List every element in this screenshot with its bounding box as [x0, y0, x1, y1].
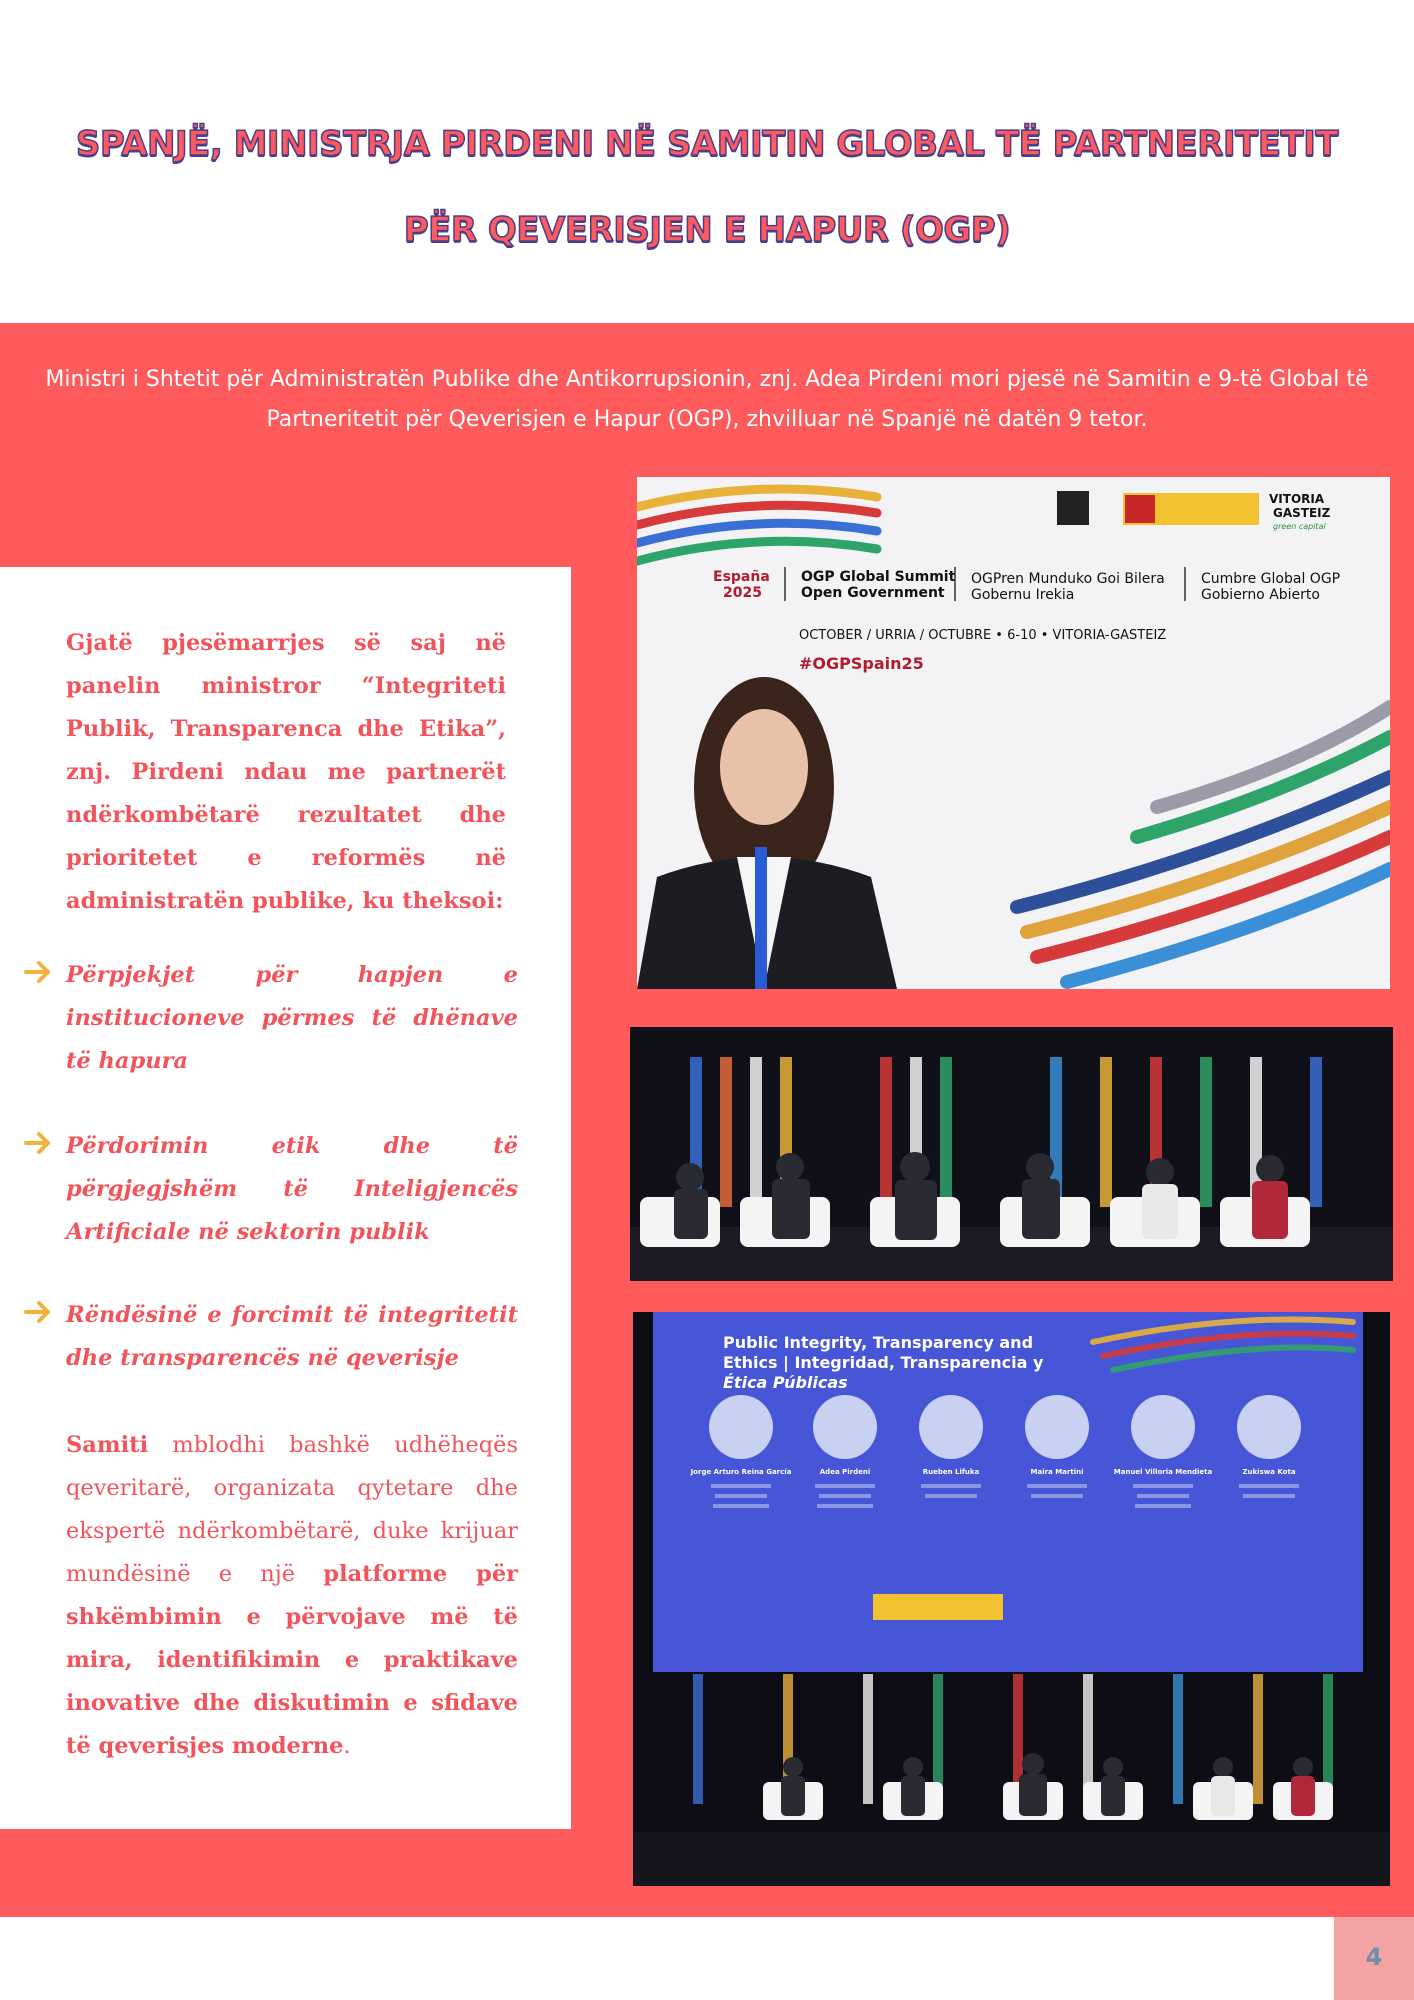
panel-stage-photo [630, 1027, 1393, 1281]
speaker-name: Manuel Villoria Mendieta [1113, 1468, 1213, 1476]
screen-title-2: Ethics | Integridad, Transparencia y [723, 1353, 1044, 1372]
summit-en-2: Open Government [801, 585, 945, 601]
summit-eu-1: OGPren Munduko Goi Bilera [971, 571, 1165, 587]
paragraph-lead: Samiti [66, 1432, 149, 1458]
footer-website-link[interactable]: www.dap.gov.al [596, 1934, 866, 1969]
summit-en-1: OGP Global Summit [801, 569, 956, 585]
speaker-name: Rueben Lifuka [922, 1468, 980, 1476]
summit-es-1: Cumbre Global OGP [1201, 571, 1341, 587]
bullet-text: Përdorimin etik dhe të përgjegjshëm të Inteligjencës Artificiale në sektorin publik [66, 1133, 518, 1245]
arrow-right-icon [22, 1296, 54, 1328]
green-capital-text: green capital [1273, 522, 1326, 531]
summit-eu-2: Gobernu Irekia [971, 587, 1075, 603]
page-number: 4 [1365, 1943, 1383, 1971]
paragraph-end: . [343, 1733, 351, 1759]
speaker-name: Maira Martini [1030, 1468, 1084, 1476]
page-title-line-1: SPANJË, MINISTRJA PIRDENI NË SAMITIN GLOBAL TË PARTNERITETIT [75, 124, 1339, 164]
screen-title-1: Public Integrity, Transparency and [723, 1333, 1034, 1352]
body-paragraph-2 [66, 1424, 518, 1768]
espana-text: España [713, 569, 770, 585]
speaker-name: Jorge Arturo Reina García [690, 1468, 792, 1476]
dates-text: OCTOBER / URRIA / OCTUBRE • 6-10 • VITORIA-GASTEIZ [799, 628, 1167, 643]
paragraph-middle: mblodhi bashkë udhëheqës qeveritarë, organizata qytetare dhe ekspertë ndërkombëtarë, duke krijuar mundësinë e një [66, 1432, 518, 1587]
title-section [0, 0, 1414, 323]
arrow-right-icon [22, 956, 54, 988]
speaker-name: Adea Pirdeni [819, 1468, 871, 1476]
bullet-text: Rëndësinë e forcimit të integritetit dhe transparencës në qeverisje [66, 1302, 518, 1371]
vitoria-line-2: GASTEIZ [1273, 506, 1331, 520]
panel-screen-photo [633, 1312, 1390, 1886]
page-number-box [1334, 1917, 1414, 2000]
screen-title-3: Ética Públicas [723, 1373, 848, 1392]
summit-es-2: Gobierno Abierto [1201, 587, 1320, 603]
arrow-right-icon [22, 1127, 54, 1159]
hashtag-text: #OGPSpain25 [799, 654, 924, 673]
speaker-name: Zukiswa Kota [1242, 1468, 1296, 1476]
paragraph-bold: platforme për shkëmbimin e përvojave më të mira, identifikimin e praktikave inovative dhe diskutimin e sfidave të qeverisjes moderne [66, 1561, 518, 1759]
page-title-line-2: PËR QEVERISJEN E HAPUR (OGP) [403, 210, 1011, 250]
vitoria-line-1: VITORIA [1269, 492, 1325, 506]
intro-paragraph: Ministri i Shtetit për Administratën Publike dhe Antikorrupsionin, znj. Adea Pirdeni mori pjesë në Samitin e 9-të Global të Partneritetit për Qeverisjen e Hapur (OGP), zhvilluar në Spanjë në datën 9 tetor. [45, 367, 1369, 432]
body-paragraph-1: Gjatë pjesëmarrjes së saj në panelin ministror “Integriteti Publik, Transparenca dhe Etika”, znj. Pirdeni ndau me partnerët ndërkombëtarë rezultatet dhe prioritetet e reformës në administratën publike, ku theksoi: [66, 630, 506, 914]
year-text: 2025 [723, 585, 762, 601]
summit-portrait-photo [637, 477, 1390, 989]
bullet-text: Përpjekjet për hapjen e institucioneve përmes të dhënave të hapura [66, 962, 518, 1074]
